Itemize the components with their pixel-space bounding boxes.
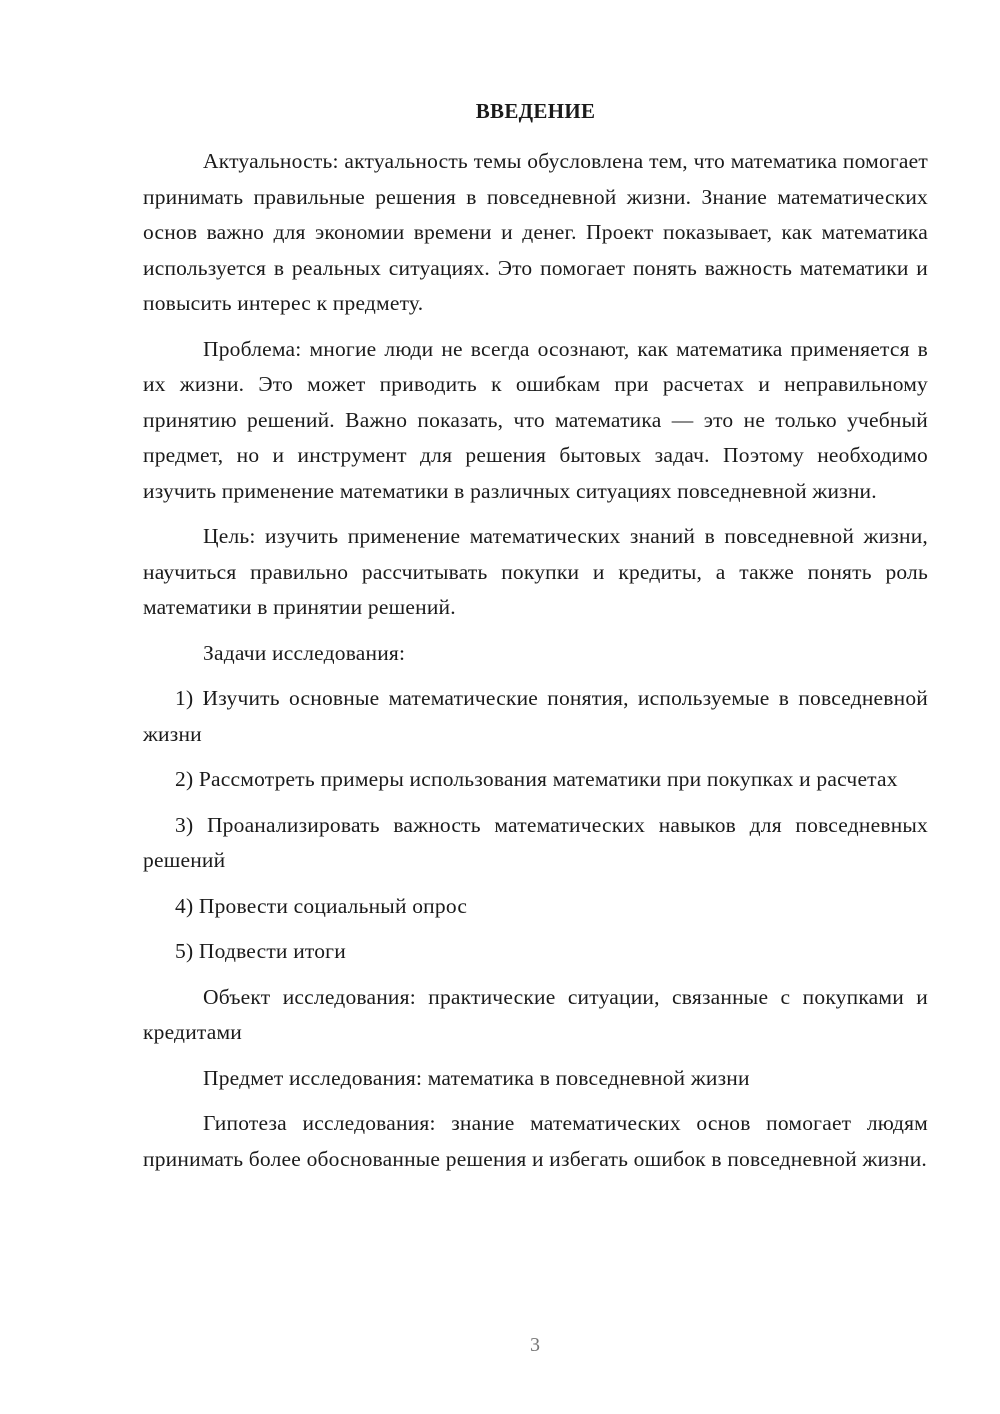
task-item-4: 4) Провести социальный опрос bbox=[175, 893, 468, 918]
section-heading: ВВЕДЕНИЕ bbox=[475, 99, 596, 123]
document-body bbox=[143, 144, 928, 1187]
object-paragraph: Объект исследования: практические ситуации, связанные с покупками и кредитами bbox=[143, 984, 928, 1044]
task-item-3: 3) Проанализировать важность математических навыков для повседневных решений bbox=[143, 812, 928, 872]
page-number: 3 bbox=[530, 1334, 540, 1356]
subject-paragraph: Предмет исследования: математика в повседневной жизни bbox=[203, 1065, 750, 1090]
task-item-2: 2) Рассмотреть примеры использования математики при покупках и расчетах bbox=[175, 767, 898, 791]
task-item-5: 5) Подвести итоги bbox=[175, 939, 346, 963]
goal-paragraph: Цель: изучить применение математических знаний в повседневной жизни, научиться правильно рассчитывать покупки и кредиты, а также понять роль математики в принятии решений. bbox=[143, 524, 928, 619]
tasks-heading: Задачи исследования: bbox=[203, 640, 406, 665]
task-item-1: 1) Изучить основные математические понятия, используемые в повседневной жизни bbox=[143, 686, 928, 746]
hypothesis-paragraph: Гипотеза исследования: знание математических основ помогает людям принимать более обоснованные решения и избегать ошибок в повседневной жизни. bbox=[143, 1111, 928, 1171]
relevance-paragraph: Актуальность: актуальность темы обусловлена тем, что математика помогает принимать правильные решения в повседневной жизни. Знание математических основ важно для экономии времени и денег. Проект показывает, как математика используется в реальных ситуациях. Это помогает понять важность математики и повысить интерес к предмету. bbox=[143, 149, 928, 315]
problem-paragraph: Проблема: многие люди не всегда осознают, как математика применяется в их жизни. Это может приводить к ошибкам при расчетах и неправильному принятию решений. Важно показать, что математика — это не только учебный предмет, но и инструмент для решения бытовых задач. Поэтому необходимо изучить применение математики в различных ситуациях повседневной жизни. bbox=[143, 336, 928, 503]
